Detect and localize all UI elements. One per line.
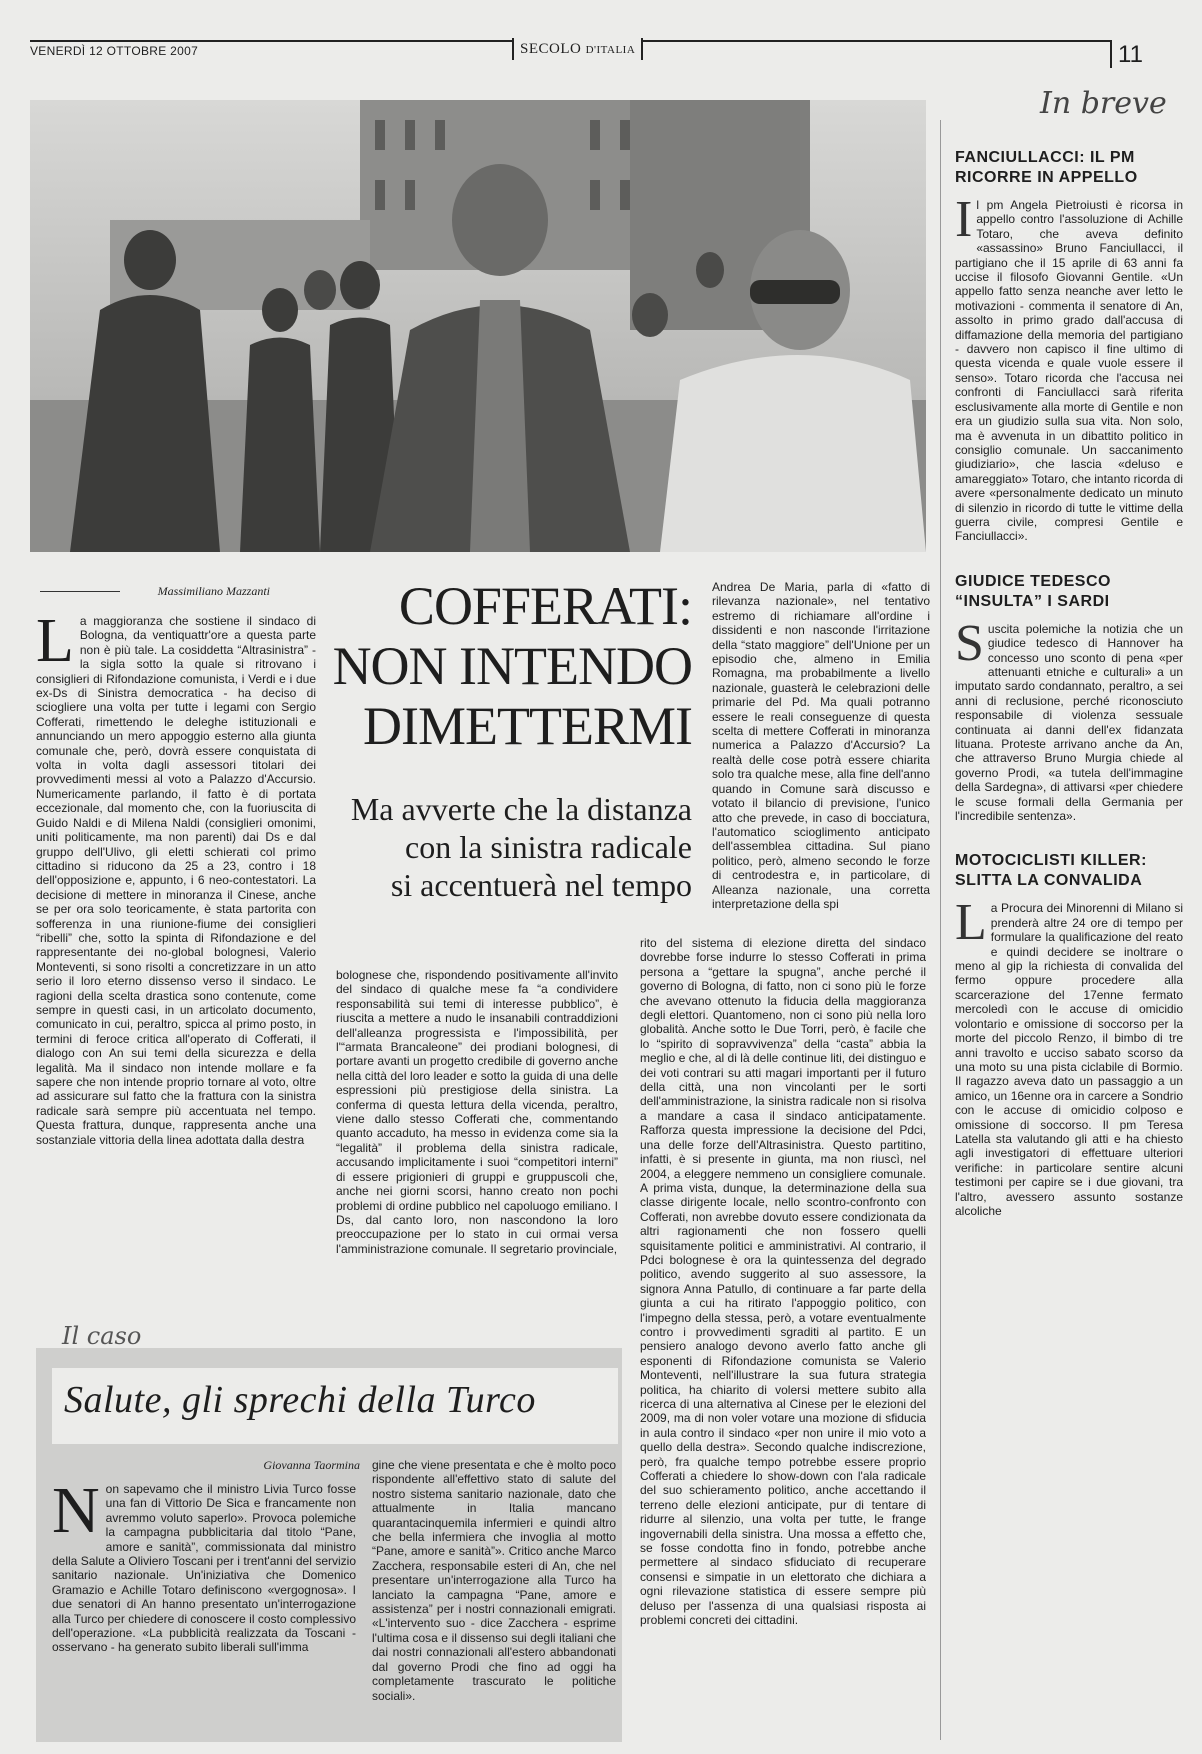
brief-text: l pm Angela Pietroiusti è ricorsa in appello contro l'assoluzione di Achille Totaro, che aveva definito «assassino» Bruno Fanciullacci, il partigiano che il 15 aprile di 63 anni fa uccise il filosofo Giovanni Gentile. «Un appello fatto senza neanche aver letto le motivazioni - commenta il senatore di An, assolto in primo grado dall'accusa di diffamazione della memoria del partigiano - davvero non capisco il fine ultimo di questa vicenda e quale vuole essere il senso». Totaro ricorda che l'accusa nei confronti di Fanciullacci sarà riferita esclusivamente alla morte di Gentile e non era un giudizio sulla sua vita. Non solo, ma è avvenuta in un dibattito politico in consiglio comunale. Un saccanimento giudiziario», che lascia «deluso e amareggiato» Totaro, che intanto ricorda di avere «personalmente dedicato un minuto di silenzio in ricordo di tutte le vittime della guerra civile, compresi Gentile e Fanciullacci».: [955, 198, 1183, 544]
headline-line: COFFERATI:: [398, 576, 692, 636]
brief-item: [955, 851, 1183, 1218]
photo-illustration: [30, 100, 926, 552]
article-headline: [292, 576, 692, 756]
brief-title: FANCIULLACCI: IL PM RICORRE IN APPELLO: [955, 149, 1138, 186]
brief-text: a Procura dei Minorenni di Milano si prenderà altre 24 ore di tempo per formulare la qualificazione del reato e quindi decidere se inoltrare o meno al gip la richiesta di convalida del fermo oppure procedere alla scarcerazione del 17enne fermato mercoledì con le accuse di omicidio volontario e omissione di soccorso per la morte del piccolo Renzo, il bimbo di tre anni travolto e ucciso sabato scorso da una moto su una pista ciclabile di Bormio. Il ragazzo aveva dato un passaggio a un amico, un 16enne ora in carcere a Sondrio con le accuse di omicidio colposo e omissione di soccorso. Il pm Teresa Latella sta valutando gli atti e ha chiesto agli investigatori di effettuare ulteriori verifiche: in particolare sentire alcuni testimoni per capire se i due giovani, tra l'altro, avessero assunto sostanze alcoliche: [955, 901, 1183, 1218]
subhead-line: Ma avverte che la distanza: [350, 791, 692, 827]
article-column-3: bolognese che, rispondendo positivamente all'invito del sindaco di qualche mese fa “a condividere responsabilità sui temi di interesse pubblico”, è riuscita a mettere a nudo le insanabili contraddizioni dell'alleanza progressista e l'impossibilità, per l'“armata Brancaleone” dei prodiani bolognesi, di portare avanti un progetto credibile di governo anche nella città del loro leader e sotto la guida di una delle espressioni più prestigiose della sinistra. La conferma di questa lettura della vicenda, peraltro, viene dallo stesso Cofferati che, commentando quanto accaduto, ha messo in evidenza come sia la “legalità” il problema della sinistra radicale, accusando implicitamente i suoi “competitori interni” di essere prigionieri di gruppi e gruppuscoli che, anche nei giorni scorsi, hanno creato non pochi problemi di ordine pubblico nel capoluogo emiliano. I Ds, dal canto loro, non nascondono la loro preoccupazione per lo stato in cui ormai versa l'amministrazione comunale. Il segretario provinciale,: [336, 968, 618, 1256]
headline-line: NON INTENDO: [332, 636, 692, 696]
caso-byline: Giovanna Taormina: [263, 1458, 360, 1472]
brief-item: [955, 572, 1183, 824]
in-breve-sidebar: [940, 120, 1183, 1740]
paper-name: SECOLO: [520, 41, 582, 57]
article-column-1: [36, 614, 316, 1274]
headline-line: DIMETTERMI: [363, 696, 692, 756]
brief-body: [955, 894, 1183, 1218]
paper-suffix: D'ITALIA: [585, 44, 636, 56]
subhead-line: si accentuerà nel tempo: [390, 867, 692, 903]
page-number: 11: [1110, 42, 1143, 68]
brief-title: GIUDICE TEDESCO “INSULTA” I SARDI: [955, 572, 1111, 610]
article-column-2: Andrea De Maria, parla di «fatto di rilevanza nazionale», nel tentativo estremo di richiamare all'ordine i dissidenti e non nasconde l'irritazione della “stato maggiore” dell'Unione per un episodio che, almeno in Emilia Romagna, ma probabilmente a livello nazionale, guasterà le celebrazioni delle primarie del Pd. Ma quali potranno essere le reali conseguenze di questa scelta di mettere Cofferati in minoranza numerica a Palazzo d'Accursio? La realtà delle cose potrà essere chiarita solo tra qualche mese, alla fine dell'anno quando in Comune sarà discusso e votato il bilancio di previsione, l'unico atto che prevede, in caso di bocciatura, l'automatico scioglimento anticipato dell'assemblea cittadina. Sul piano politico, però, almeno secondo le forze di centrodestra e, in particolare, di Alleanza nazionale, una corretta interpretazione della spi: [712, 580, 930, 911]
article-column-4: rito del sistema di elezione diretta del sindaco dovrebbe forse indurre lo stesso Cofferati in prima persona a “gettare la spugna”, anche perché il governo di Bologna, di fatto, non ci sono più le forze che avevano ottenuto la fiducia della maggioranza degli elettori. Quantomeno, non ci sono più nella loro globalità. Anche sotto le Due Torri, però, è facile che lo “spirito di sopravvivenza” della “casta” abbia la meglio e che, al di là delle continue liti, dei distinguo e dei voti contrari su atti magari importanti per il futuro della città, una non vincolanti per le sorti dell'amministrazione, la sinistra radicale non si risolva a mandare a casa il sindaco anticipatamente. Rafforza questa impressione la decisione del Pdci, una delle forze dell'Altrasinistra. Questo partitino, infatti, è si presente in giunta, ma non riuscì, nel 2004, a eleggere nemmeno un consigliere comunale. A prima vista, dunque, la determinazione della sua classe dirigente locale, nello scontro-confronto con Cofferati, non avrebbe dovuto essere condizionata da altri ragionamenti che non fossero quelli squisitamente politici e amministrativi. Al contrario, il Pdci bolognese è ora la quintessenza del degrado politico, avendo suggerito al suo assessore, la signora Anna Patullo, di continuare a far parte della giunta a cui ha ritirato l'appoggio politico, con l'impegno della stessa, però, a votare eventualmente contro i provvedimenti sgraditi al partito. E un pensiero analogo devono averlo fatto anche gli esponenti di Rifondazione comunista se Valerio Monteventi, nell'illustrare la sua futura strategia politica, ha chiarito di volersi mettere subito alla ricerca di una alternativa al Cinese per le elezioni del 2009, ma di non voler votare una mozione di sfiducia in aula contro il sindaco «per non unire il mio voto a quello della destra». Secondo qualche indiscrezione, però, fra qualche tempo potrebbe essere proprio Cofferati a chiedere lo show-down con l'ala radicale del suo schieramento politico, anche accettando il terreno delle elezioni anticipate, pur di tentare di ridurre al silenzio, una volta per tutte, le frange ingovernabili della sinistra. Una mossa a effetto che, se fosse condotta fino in fondo, potrebbe anche permettere al sindaco sfiduciato di recuperare consensi e simpatie in un elettorato che dichiara a ogni rilevazione statistica di essere sempre più deluso per l'assenza di una qualsiasi risposta ai problemi concreti dei cittadini.: [640, 936, 926, 1628]
article-subhead: [282, 790, 692, 904]
column-text: a maggioranza che sostiene il sindaco di Bologna, da ventiquattr'ore a questa parte non è più tale. La cosiddetta “Altrasinistra” - la sigla sotto la quale si ritrovano i consiglieri di Rifondazione comunista, i Verdi e i due ex-Ds di Sinistra democratica - ha deciso di sciogliere una volta per tutte i legami con Sergio Cofferati, rimettendo le deleghe istituzionali e annunciando un mero appoggio esterno alla giunta comunale che, però, dovrà essere conquistata di volta in volta dagli assessori titolari dei provvedimenti messi al voto a Palazzo d'Accursio. Numericamente parlando, il fatto è di portata eccezionale, dal momento che, con la fuoriuscita di Guido Naldi e di Milena Naldi (consiglieri omonimi, uniti politicamente, ma non parenti) dai Ds e dal gruppo dell'Ulivo, gli eletti schierati col primo cittadino si riducono da 25 a 23, contro i 18 dell'opposizione e, appunto, i 6 neo-contestatori. La decisione di mettere in minoranza il Cinese, anche se per ora solo teoricamente, è stata partorita con sofferenza in una riunione-fiume dei consiglieri “ribelli” che, sotto la spinta di Rifondazione e del rappresentante dei no-global bolognesi, Valerio Monteventi, si sono risolti a concretizzare in un atto serio il loro eterno dissenso verso il sindaco. Le ragioni della scelta drastica sono contenute, come sempre in questi casi, in un articolato documento, comunicato in cui, peraltro, spicca al primo posto, in termini di feroce critica all'operato di Cofferati, il dialogo con An sui temi della sicurezza e della legalità. Ma il sindaco non intende mollare e fa sapere che non intende proprio tornare al voto, oltre ad assicurare sul fatto che la frattura con la sinistra radicale sarà sempre più accentuata nel tempo. Questa frattura, dunque, rappresenta anche una sostanziale vittoria della linea adottata dalla destra: [36, 614, 316, 1147]
dropcap: I: [955, 191, 973, 248]
in-breve-label: In breve: [1040, 86, 1167, 121]
dropcap: S: [955, 614, 984, 672]
subhead-line: con la sinistra radicale: [405, 829, 692, 865]
brief-item: [955, 148, 1183, 544]
brief-title: MOTOCICLISTI KILLER: SLITTA LA CONVALIDA: [955, 852, 1147, 890]
dropcap: N: [52, 1482, 100, 1547]
caso-label: Il caso: [62, 1322, 142, 1350]
masthead-paper-name: [512, 38, 643, 60]
brief-body: [955, 191, 1183, 544]
column-text: on sapevamo che il ministro Livia Turco fosse una fan di Vittorio De Sica e francamente non avremmo voluto saperlo». Provoca polemiche la campagna pubblicitaria dal titolo “Pane, amore e sanità”, commissionata dal ministro della Salute a Oliviero Toscani per i trent'anni del servizio sanitario nazionale. Un'iniziativa che Domenico Gramazio e Achille Totaro definiscono «vergognosa». I due senatori di An hanno presentato un'interrogazione alla Turco per chiedere di conoscere il costo complessivo dell'operazione. «La pubblicità realizzata da Toscani - osservano - ha generato subito liberali sull'imma: [52, 1482, 356, 1655]
caso-column-1: [52, 1482, 356, 1736]
article-byline: Massimiliano Mazzanti: [40, 584, 270, 599]
masthead-date: VENERDÌ 12 OTTOBRE 2007: [30, 44, 199, 58]
caso-column-2: gine che viene presentata e che è molto poco rispondente all'effettivo stato di salute del nostro sistema sanitario nazionale, dato che attualmente in Italia mancano quarantacinquemila infermieri e quindi altro che bella infermiera che invoglia al motto “Pane, amore e sanità”». Critico anche Marco Zacchera, responsabile esteri di An, che nel presentare un'interrogazione alla Turco ha lanciato la campagna “Pane, amore e assistenza” per i nostri connazionali emigrati. «L'intervento suo - dice Zacchera - esprime l'ultima cosa e il dissenso sui degli italiani che dai nostri connazionali all'estero abbandonati dal governo Prodi che fino ad oggi ha completamente trascurato le politiche sociali».: [372, 1458, 616, 1703]
caso-title: Salute, gli sprechi della Turco: [64, 1379, 536, 1421]
brief-body: [955, 614, 1183, 824]
brief-text: uscita polemiche la notizia che un giudice tedesco di Hannover ha concesso uno sconto di pena «per attenuanti etniche e culturali» a un imputato sardo condannato, peraltro, a sei anni di reclusione, perché riconosciuto responsabile di violenza sessuale continuata ai danni dell'ex fidanzata lituana. Proteste arrivano anche da An, che attraverso Bruno Murgia chiede al governo Prodi, «a tutela dell'immagine della Sardegna», di attivarsi «per chiedere le scuse formali della Germania per l'incredibile sentenza».: [955, 621, 1183, 824]
dropcap: L: [36, 614, 74, 675]
news-photo: [30, 100, 926, 552]
dropcap: L: [955, 894, 987, 952]
